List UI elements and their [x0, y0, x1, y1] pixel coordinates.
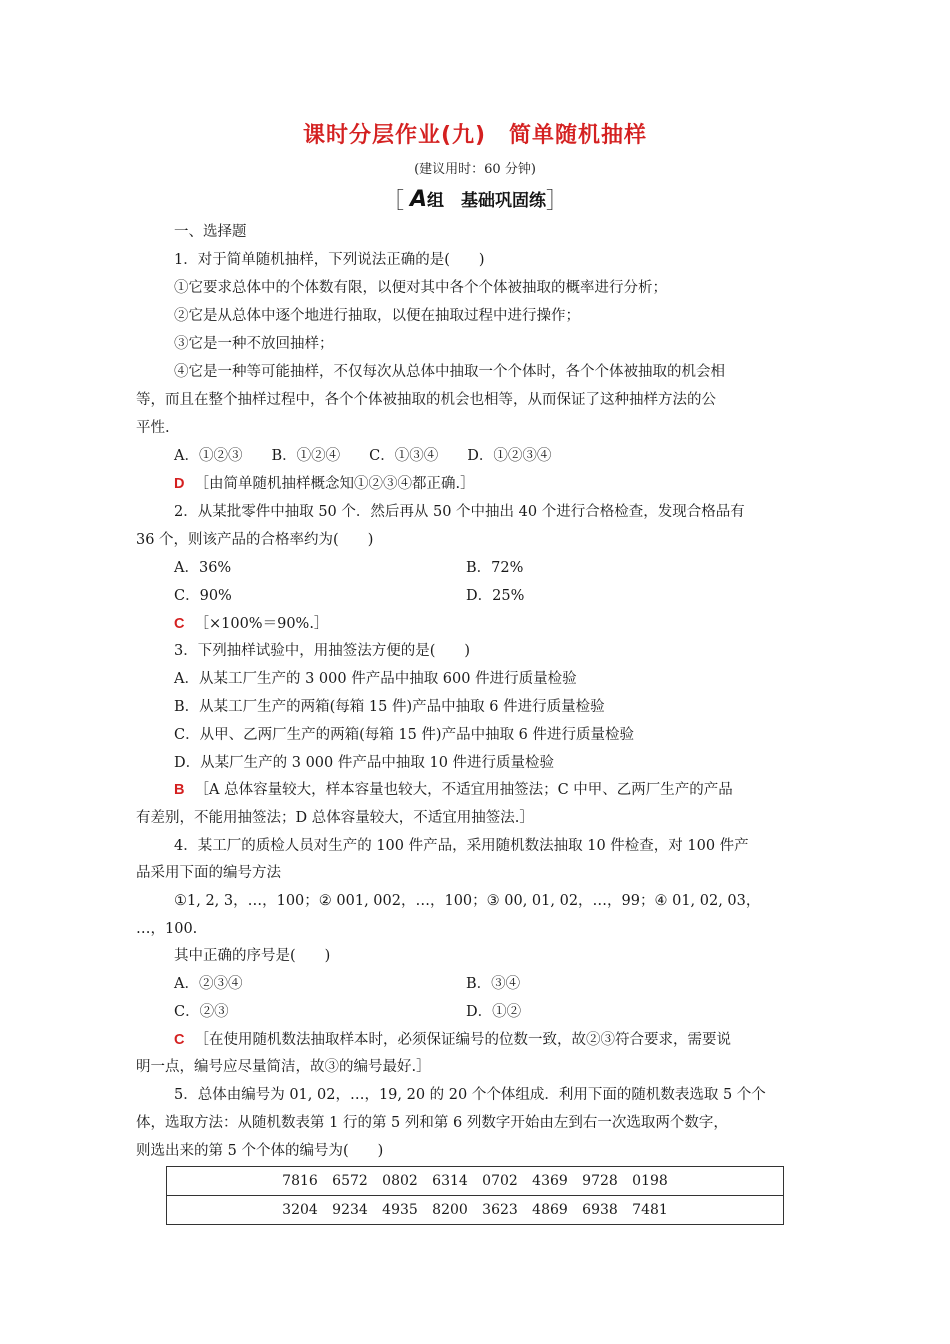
q4-explanation-b: 明一点，编号应尽量简洁，故③的编号最好.］ [136, 1059, 431, 1075]
table-cell-blank [167, 1167, 276, 1196]
q3-answer: B [174, 782, 185, 798]
q3-option-c: C．从甲、乙两厂生产的两箱(每箱 15 件)产品中抽取 6 件进行质量检验 [174, 727, 635, 743]
q2-option-a: A．36% [174, 560, 232, 576]
table-cell: 0702 [475, 1167, 525, 1196]
table-cell: 9728 [575, 1167, 625, 1196]
table-cell: 8200 [432, 1202, 468, 1218]
q2-stem-a: 2．从某批零件中抽取 50 个．然后再从 50 个中抽出 40 个进行合格检查，发现合格品有 [174, 504, 745, 520]
q3-option-d: D．从某厂生产的 3 000 件产品中抽取 10 件进行质量检验 [174, 755, 555, 771]
q4-option-c: C．②③ [174, 1004, 229, 1020]
table-cell: 0198 [625, 1167, 675, 1196]
q1-stem: 1．对于简单随机抽样，下列说法正确的是( ) [174, 252, 485, 268]
q3-option-b: B．从某工厂生产的两箱(每箱 15 件)产品中抽取 6 件进行质量检验 [174, 699, 605, 715]
page-title: 课时分层作业(九) 简单随机抽样 [302, 123, 648, 148]
table-cell: 6938 [582, 1202, 618, 1218]
table-cell: 3204 [282, 1202, 318, 1218]
q3-stem: 3．下列抽样试验中，用抽签法方便的是( ) [174, 643, 471, 659]
q4-methods-b: …，100. [136, 921, 198, 937]
bracket-right: ］ [546, 189, 569, 214]
suggested-time: (建议用时：60 分钟) [414, 162, 536, 177]
q1-statement-2: ②它是从总体中逐个地进行抽取，以便在抽取过程中进行操作； [174, 308, 580, 324]
q3-explanation-a: ［A 总体容量较大，样本容量也较大，不适宜用抽签法；C 中甲、乙两厂生产的产品 [194, 782, 733, 798]
table-cell: 3623 [482, 1202, 518, 1218]
table-cell: 6314 [425, 1167, 475, 1196]
table-cell-blank [167, 1196, 276, 1225]
q4-option-a: A．②③④ [174, 976, 243, 992]
table-cell: 4869 [532, 1202, 568, 1218]
q2-stem-b: 36 个，则该产品的合格率约为( ) [136, 532, 374, 548]
q4-answer-line [174, 1030, 731, 1050]
q2-option-c: C．90% [174, 588, 232, 604]
q4-stem-b: 品采用下面的编号方法 [136, 865, 281, 881]
q1-options: A．①②③ B．①②④ C．①③④ D．①②③④ [174, 448, 552, 464]
q4-option-b: B．③④ [466, 976, 521, 992]
q1-statement-4a: ④它是一种等可能抽样，不仅每次从总体中抽取一个个体时，各个个体被抽取的机会相 [174, 364, 725, 380]
q2-option-d: D．25% [466, 588, 525, 604]
q3-option-a: A．从某工厂生产的 3 000 件产品中抽取 600 件进行质量检验 [174, 671, 577, 687]
q2-answer: C [174, 616, 185, 632]
q4-explanation-a: ［在使用随机数法抽取样本时，必须保证编号的位数一致，故②③符合要求，需要说 [194, 1032, 731, 1048]
table-cell: 4935 [382, 1202, 418, 1218]
table-cell: 7481 [632, 1202, 668, 1218]
table-row [167, 1196, 784, 1225]
table-row [167, 1167, 784, 1196]
q1-statement-3: ③它是一种不放回抽样； [174, 336, 334, 352]
q1-statement-4b: 等，而且在整个抽样过程中，各个个体被抽取的机会也相等，从而保证了这种抽样方法的公 [136, 392, 716, 408]
table-cell: 4369 [525, 1167, 575, 1196]
q5-stem-b: 体，选取方法：从随机数表第 1 行的第 5 列和第 6 列数字开始由左到右一次选取两个数字， [136, 1115, 728, 1131]
group-label: 组 基础巩固练 [427, 191, 547, 211]
q4-answer: C [174, 1032, 185, 1048]
q1-explanation: ［由简单随机抽样概念知①②③④都正确.］ [194, 476, 475, 492]
q3-answer-line [174, 780, 733, 800]
q1-answer: D [174, 476, 185, 492]
random-number-table [166, 1166, 784, 1225]
q2-option-b: B．72% [466, 560, 524, 576]
q1-statement-4c: 平性. [136, 420, 170, 436]
q5-stem-c: 则选出来的第 5 个个体的编号为( ) [136, 1143, 384, 1159]
table-cell: 9234 [332, 1202, 368, 1218]
table-cell-blank [675, 1196, 784, 1225]
table-cell: 0802 [375, 1167, 425, 1196]
group-letter: A [409, 187, 428, 212]
section-heading: 一、选择题 [174, 224, 247, 240]
q2-answer-line [174, 614, 328, 634]
q1-statement-1: ①它要求总体中的个体数有限，以便对其中各个个体被抽取的概率进行分析； [174, 280, 667, 296]
table-cell-blank [675, 1167, 784, 1196]
q4-methods-a: ①1, 2, 3，…，100；② 001, 002，…，100；③ 00, 01, 02，…，99；④ 01, 02, 03， [174, 893, 761, 909]
q5-stem-a: 5．总体由编号为 01, 02，…，19, 20 的 20 个个体组成．利用下面的随机数表选取 5 个个 [174, 1087, 766, 1103]
q2-explanation: ［×100%＝90%.］ [194, 616, 329, 632]
group-heading [0, 184, 950, 215]
q4-stem-a: 4．某工厂的质检人员对生产的 100 件产品，采用随机数法抽取 10 件检查，对 100 件产 [174, 838, 749, 854]
q3-explanation-b: 有差别，不能用抽签法；D 总体容量较大，不适宜用抽签法.］ [136, 810, 534, 826]
q4-ask: 其中正确的序号是( ) [174, 948, 331, 964]
q1-answer-line [174, 474, 475, 494]
table-cell: 6572 [325, 1167, 375, 1196]
bracket-left: ［ [381, 189, 404, 214]
table-cell: 7816 [275, 1167, 325, 1196]
q4-option-d: D．①② [466, 1004, 522, 1020]
